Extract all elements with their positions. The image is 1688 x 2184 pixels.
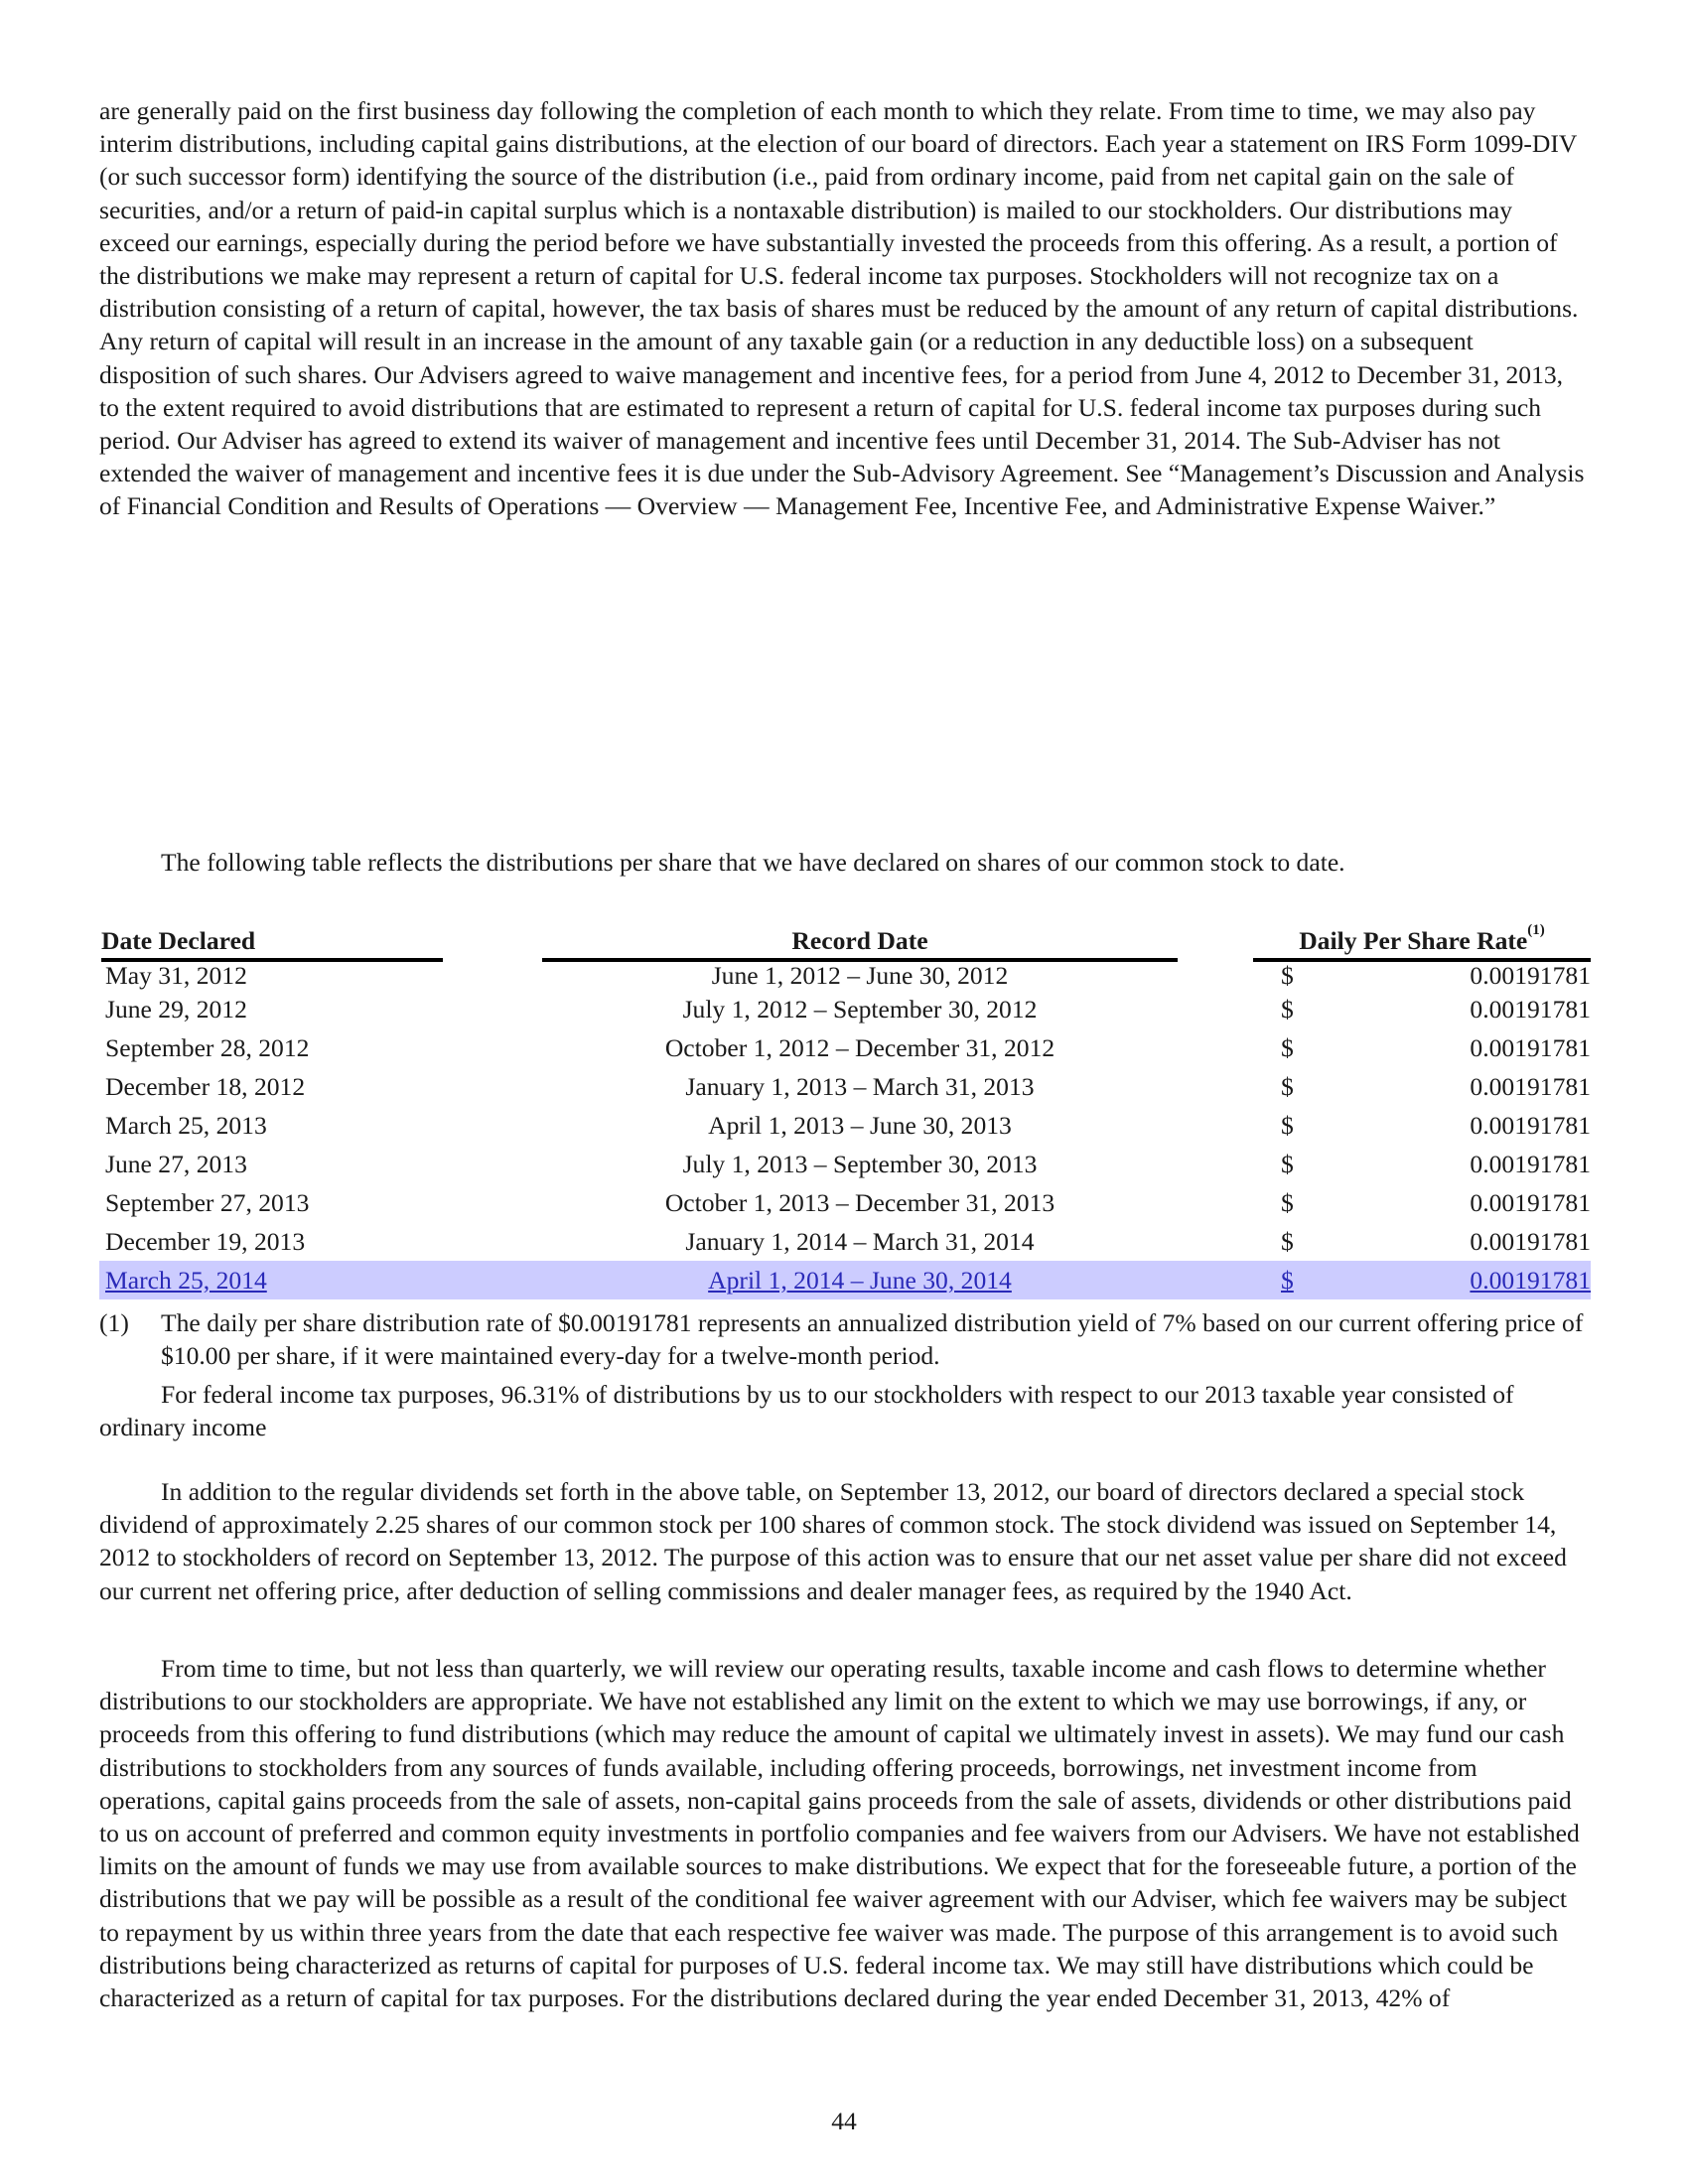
cell-record-date: June 1, 2012 – June 30, 2012 <box>711 961 1009 990</box>
cell-record-date: July 1, 2012 – September 30, 2012 <box>682 995 1038 1024</box>
cell-date-declared: June 29, 2012 <box>105 995 247 1024</box>
header-footnote-marker: (1) <box>1527 922 1545 938</box>
paragraph-special-dividend: In addition to the regular dividends set forth in the above table, on September 13, 2012, our board of directors declared a special stock dividend of approximately 2.25 shares of our common stock per 100 shares of common stock. The stock dividend was issued on September 14, 2012 to stockholders of record on September 13, 2012. The purpose of this action was to ensure that our net asset value per share did not exceed our current net offering price, after deduction of selling commissions and dealer manager fees, as required by the 1940 Act. <box>99 1477 1567 1605</box>
cell-daily-rate: 0.00191781 <box>1470 1227 1591 1256</box>
paragraph-tax-purposes: For federal income tax purposes, 96.31% of distributions by us to our stockholders with respect to our 2013 taxable year consisted of ordinary income <box>99 1380 1514 1442</box>
cell-date-declared: September 28, 2012 <box>105 1033 310 1062</box>
table-row <box>99 962 1591 990</box>
table-body <box>99 962 1591 1299</box>
cell-daily-rate: 0.00191781 <box>1470 1150 1591 1178</box>
table-header-row <box>99 918 1591 962</box>
header-date-declared: Date Declared <box>101 926 443 962</box>
cell-daily-rate: 0.00191781 <box>1470 961 1591 990</box>
cell-daily-rate: 0.00191781 <box>1470 1111 1591 1140</box>
cell-daily-rate[interactable]: 0.00191781 <box>1470 1266 1591 1295</box>
table-row <box>99 1067 1591 1106</box>
cell-date-declared: December 19, 2013 <box>105 1227 306 1256</box>
table-row <box>99 1106 1591 1145</box>
paragraph-distribution-review: From time to time, but not less than quarterly, we will review our operating results, taxable income and cash flows to determine whether distributions to our stockholders are appropriate. We have not established any limit on the extent to which we may use borrowings, if any, or proceeds from this offering to fund distributions (which may reduce the amount of capital we ultimately invest in assets). We may fund our cash distributions to stockholders from any sources of funds available, including offering proceeds, borrowings, net investment income from operations, capital gains proceeds from the sale of assets, non-capital gains proceeds from the sale of assets, dividends or other distributions paid to us on account of preferred and common equity investments in portfolio companies and fee waivers from our Advisers. We have not established limits on the amount of funds we may use from available sources to make distributions. We expect that for the foreseeable future, a portion of the distributions that we pay will be possible as a result of the conditional fee waiver agreement with our Adviser, which fee waivers may be subject to repayment by us within three years from the date that each respective fee waiver was made. The purpose of this arrangement is to avoid such distributions being characterized as returns of capital for purposes of U.S. federal income tax. We may still have distributions which could be characterized as a return of capital for tax purposes. For the distributions declared during the year ended December 31, 2013, 42% of <box>99 1654 1580 2013</box>
cell-date-declared: May 31, 2012 <box>105 961 247 990</box>
paragraph-table-intro: The following table reflects the distributions per share that we have declared on shares of our common stock to date. <box>161 848 1345 877</box>
cell-currency: $ <box>1281 1111 1294 1140</box>
cell-date-declared: March 25, 2013 <box>105 1111 267 1140</box>
paragraph-distributions: are generally paid on the first business day following the completion of each month to which they relate. From time to time, we may also pay interim distributions, including capital gains distributions, at the election of our board of directors. Each year a statement on IRS Form 1099-DIV (or such successor form) identifying the source of the distribution (i.e., paid from ordinary income, paid from net capital gain on the sale of securities, and/or a return of paid-in capital surplus which is a nontaxable distribution) is mailed to our stockholders. Our distributions may exceed our earnings, especially during the period before we have substantially invested the proceeds from this offering. As a result, a portion of the distributions we make may represent a return of capital for U.S. federal income tax purposes. Stockholders will not recognize tax on a distribution consisting of a return of capital, however, the tax basis of shares must be reduced by the amount of any return of capital distributions. Any return of capital will result in an increase in the amount of any taxable gain (or a reduction in any deductible loss) on a subsequent disposition of such shares. Our Advisers agreed to waive management and incentive fees, for a period from June 4, 2012 to December 31, 2013, to the extent required to avoid distributions that are estimated to represent a return of capital for U.S. federal income tax purposes during such period. Our Adviser has agreed to extend its waiver of management and incentive fees until December 31, 2014. The Sub-Adviser has not extended the waiver of management and incentive fees it is due under the Sub-Advisory Agreement. See “Management’s Discussion and Analysis of Financial Condition and Results of Operations — Overview — Management Fee, Incentive Fee, and Administrative Expense Waiver.” <box>99 96 1585 521</box>
table-row <box>99 1183 1591 1222</box>
table-row <box>99 1028 1591 1067</box>
cell-date-declared: June 27, 2013 <box>105 1150 247 1178</box>
header-daily-rate-label: Daily Per Share Rate <box>1299 926 1528 955</box>
header-daily-rate <box>1253 922 1591 962</box>
cell-date-declared: September 27, 2013 <box>105 1188 310 1217</box>
cell-currency: $ <box>1281 961 1294 990</box>
cell-currency: $ <box>1281 1188 1294 1217</box>
cell-record-date[interactable]: April 1, 2014 – June 30, 2014 <box>708 1266 1012 1295</box>
cell-record-date: July 1, 2013 – September 30, 2013 <box>682 1150 1038 1178</box>
cell-daily-rate: 0.00191781 <box>1470 995 1591 1024</box>
footnote-text: The daily per share distribution rate of $0.00191781 represents an annualized distribution yield of 7% based on our current offering price of $10.00 per share, if it were maintained every-day for a twelve-month period. <box>161 1308 1584 1370</box>
cell-currency: $ <box>1281 1227 1294 1256</box>
cell-daily-rate: 0.00191781 <box>1470 1188 1591 1217</box>
distributions-table <box>99 918 1591 1299</box>
cell-date-declared: December 18, 2012 <box>105 1072 306 1101</box>
footnote-marker: (1) <box>99 1308 129 1337</box>
cell-currency[interactable]: $ <box>1281 1266 1294 1295</box>
cell-currency: $ <box>1281 1150 1294 1178</box>
cell-date-declared[interactable]: March 25, 2014 <box>105 1266 267 1295</box>
cell-daily-rate: 0.00191781 <box>1470 1033 1591 1062</box>
cell-record-date: January 1, 2014 – March 31, 2014 <box>685 1227 1035 1256</box>
page-number: 44 <box>831 2107 857 2135</box>
table-row-linked[interactable] <box>99 1261 1591 1299</box>
header-record-date: Record Date <box>542 926 1178 962</box>
cell-record-date: April 1, 2013 – June 30, 2013 <box>708 1111 1012 1140</box>
footnote <box>99 1306 1589 1372</box>
cell-record-date: January 1, 2013 – March 31, 2013 <box>685 1072 1035 1101</box>
cell-record-date: October 1, 2012 – December 31, 2012 <box>664 1033 1055 1062</box>
cell-currency: $ <box>1281 1033 1294 1062</box>
cell-daily-rate: 0.00191781 <box>1470 1072 1591 1101</box>
cell-currency: $ <box>1281 995 1294 1024</box>
cell-record-date: October 1, 2013 – December 31, 2013 <box>664 1188 1055 1217</box>
table-row <box>99 990 1591 1028</box>
table-row <box>99 1222 1591 1261</box>
cell-currency: $ <box>1281 1072 1294 1101</box>
table-row <box>99 1145 1591 1183</box>
